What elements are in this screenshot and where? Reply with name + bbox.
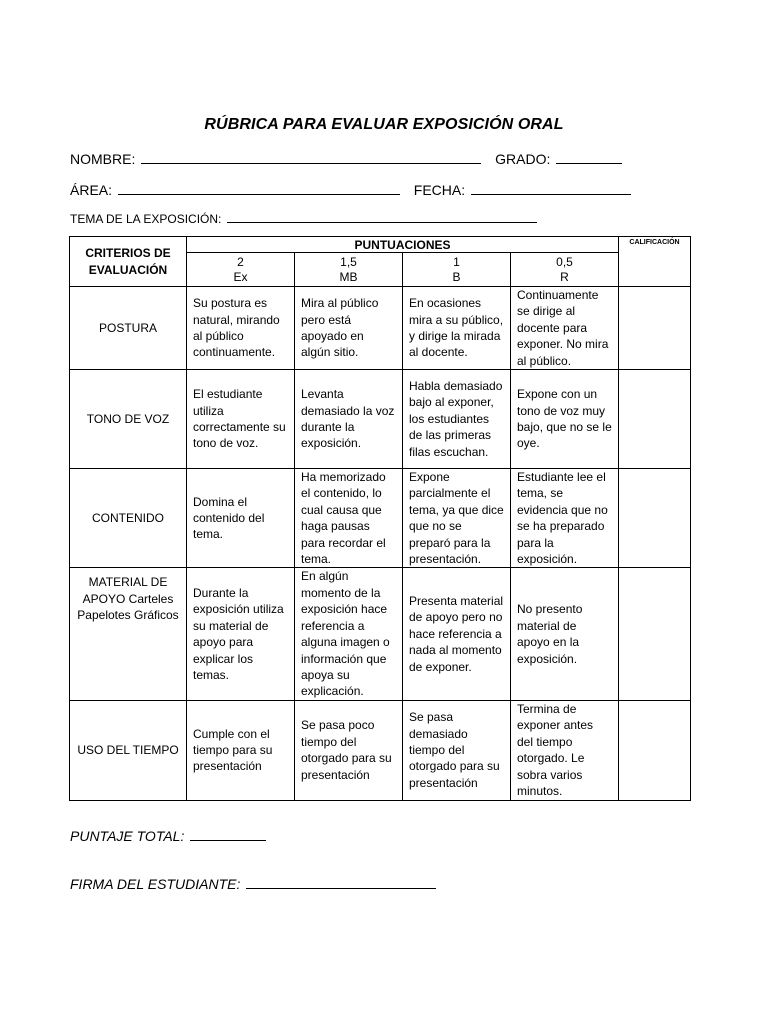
tema-label: TEMA DE LA EXPOSICIÓN:: [70, 212, 222, 226]
criterion-cell: TONO DE VOZ: [70, 370, 187, 469]
descriptor-cell: Estudiante lee el tema, se evidencia que no se ha preparado para la exposición.: [511, 469, 619, 568]
total-score-blank[interactable]: [190, 826, 266, 841]
descriptor-cell: Continuamente se dirige al docente para exponer. No mira al público.: [511, 287, 619, 370]
fecha-blank[interactable]: [471, 180, 631, 195]
grade-cell[interactable]: [619, 287, 691, 370]
descriptor-cell: Habla demasiado bajo al exponer, los estudiantes de las primeras filas escuchan.: [403, 370, 511, 469]
grade-cell[interactable]: [619, 469, 691, 568]
score-value: 1,5: [340, 254, 357, 269]
criteria-header: CRITERIOS DE EVALUACIÓN: [70, 237, 187, 287]
area-line: [70, 180, 631, 198]
descriptor-cell: Levanta demasiado la voz durante la exposición.: [295, 370, 403, 469]
descriptor-cell: Domina el contenido del tema.: [187, 469, 295, 568]
criterion-cell: POSTURA: [70, 287, 187, 370]
criterion-cell: CONTENIDO: [70, 469, 187, 568]
nombre-blank[interactable]: [141, 149, 481, 164]
descriptor-cell: En ocasiones mira a su público, y dirige la mirada al docente.: [403, 287, 511, 370]
descriptor-cell: En algún momento de la exposición hace referencia a alguna imagen o información que apoya su explicación.: [295, 568, 403, 700]
signature-line: [70, 874, 436, 892]
descriptor-cell: Cumple con el tiempo para su presentación: [187, 700, 295, 800]
descriptor-cell: Termina de exponer antes del tiempo otorgado. Le sobra varios minutos.: [511, 700, 619, 800]
grade-cell[interactable]: [619, 700, 691, 800]
grado-blank[interactable]: [556, 149, 622, 164]
document-title: RÚBRICA PARA EVALUAR EXPOSICIÓN ORAL: [204, 116, 564, 133]
fecha-label: FECHA:: [413, 182, 466, 198]
descriptor-cell: Expone con un tono de voz muy bajo, que no se le oye.: [511, 370, 619, 469]
score-header: [187, 253, 295, 287]
table-row: [70, 370, 691, 469]
table-row: [70, 568, 691, 700]
scores-header: PUNTUACIONES: [187, 237, 619, 253]
score-header: [295, 253, 403, 287]
total-score-label: PUNTAJE TOTAL:: [70, 828, 185, 844]
score-code: R: [560, 269, 569, 284]
criterion-cell: USO DEL TIEMPO: [70, 700, 187, 800]
score-code: MB: [339, 269, 358, 284]
descriptor-cell: Expone parcialmente el tema, ya que dice que no se preparó para la presentación.: [403, 469, 511, 568]
descriptor-cell: Ha memorizado el contenido, lo cual causa que haga pausas para recordar el tema.: [295, 469, 403, 568]
descriptor-cell: Su postura es natural, mirando al público continuamente.: [187, 287, 295, 370]
descriptor-cell: Presenta material de apoyo pero no hace referencia a nada al momento de exponer.: [403, 568, 511, 700]
descriptor-cell: No presento material de apoyo en la exposición.: [511, 568, 619, 700]
area-blank[interactable]: [118, 180, 400, 195]
score-header: [403, 253, 511, 287]
score-header: [511, 253, 619, 287]
grade-cell[interactable]: [619, 370, 691, 469]
score-value: 2: [237, 254, 244, 269]
criterion-cell: MATERIAL DE APOYO Carteles Papelotes Gráficos: [70, 568, 187, 700]
signature-label: FIRMA DEL ESTUDIANTE:: [70, 876, 241, 892]
table-row: [70, 700, 691, 800]
grade-header: CALIFICACIÓN: [619, 237, 691, 287]
table-row: [70, 469, 691, 568]
descriptor-cell: Durante la exposición utiliza su material de apoyo para explicar los temas.: [187, 568, 295, 700]
name-line: [70, 149, 622, 167]
topic-line: [70, 210, 537, 226]
rubric-table: [69, 236, 691, 801]
tema-blank[interactable]: [227, 210, 537, 223]
grade-cell[interactable]: [619, 568, 691, 700]
descriptor-cell: Mira al público pero está apoyado en algún sitio.: [295, 287, 403, 370]
descriptor-cell: Se pasa poco tiempo del otorgado para su presentación: [295, 700, 403, 800]
score-code: Ex: [233, 269, 248, 284]
score-value: 1: [453, 254, 460, 269]
score-code: B: [452, 269, 461, 284]
nombre-label: NOMBRE:: [70, 151, 136, 167]
grado-label: GRADO:: [495, 151, 551, 167]
total-score-line: [70, 826, 266, 844]
area-label: ÁREA:: [70, 182, 113, 198]
table-row: [70, 287, 691, 370]
descriptor-cell: El estudiante utiliza correctamente su tono de voz.: [187, 370, 295, 469]
score-value: 0,5: [556, 254, 573, 269]
descriptor-cell: Se pasa demasiado tiempo del otorgado para su presentación: [403, 700, 511, 800]
signature-blank[interactable]: [246, 874, 436, 889]
